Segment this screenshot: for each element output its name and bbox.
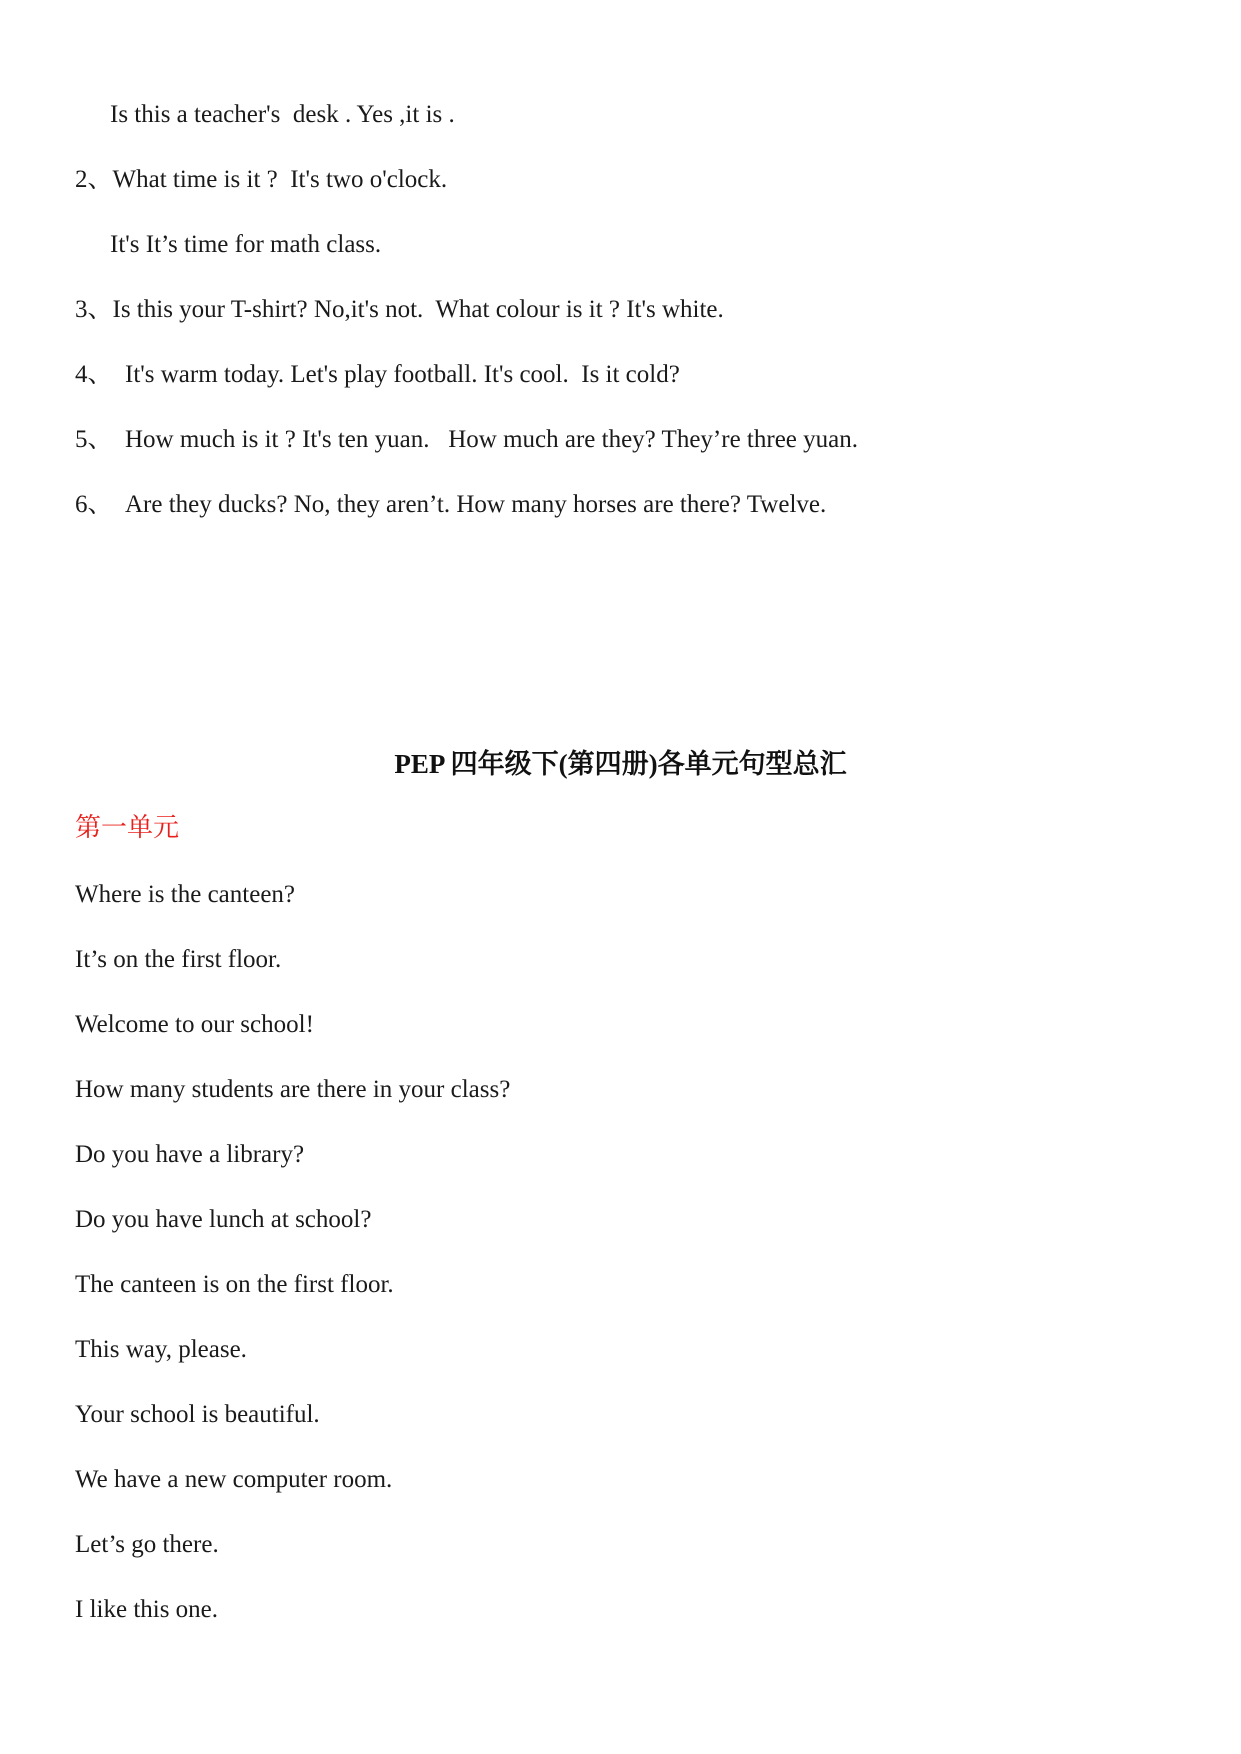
unit-heading: 第一单元 bbox=[75, 813, 180, 842]
numbered-sentence-line: 3、Is this your T-shirt? No,it's not. What colour is it ? It's white. bbox=[75, 296, 724, 323]
unit-sentence: Do you have a library? bbox=[75, 1141, 305, 1168]
unit-sentence: It’s on the first floor. bbox=[75, 946, 282, 973]
numbered-sentence-line: 6、 Are they ducks? No, they aren’t. How many horses are there? Twelve. bbox=[75, 491, 827, 518]
sentence-line: It's It’s time for math class. bbox=[110, 231, 382, 258]
unit-sentence: Your school is beautiful. bbox=[75, 1401, 320, 1428]
unit-sentence: This way, please. bbox=[75, 1336, 247, 1363]
unit-sentence: Welcome to our school! bbox=[75, 1011, 314, 1038]
numbered-sentence-line: 2、What time is it ? It's two o'clock. bbox=[75, 166, 448, 193]
numbered-sentence-line: 4、 It's warm today. Let's play football. It's cool. Is it cold? bbox=[75, 361, 680, 388]
unit-sentence: How many students are there in your class? bbox=[75, 1076, 511, 1103]
unit-sentence: The canteen is on the first floor. bbox=[75, 1271, 394, 1298]
unit-sentence: Where is the canteen? bbox=[75, 881, 296, 908]
sentence-line: Is this a teacher's desk . Yes ,it is . bbox=[110, 101, 455, 128]
unit-sentence: We have a new computer room. bbox=[75, 1466, 393, 1493]
section-title: PEP 四年级下(第四册)各单元句型总汇 bbox=[394, 749, 847, 779]
unit-sentence: Do you have lunch at school? bbox=[75, 1206, 372, 1233]
unit-sentence: Let’s go there. bbox=[75, 1531, 219, 1558]
unit-sentence: I like this one. bbox=[75, 1596, 219, 1623]
numbered-sentence-line: 5、 How much is it ? It's ten yuan. How much are they? They’re three yuan. bbox=[75, 426, 858, 453]
